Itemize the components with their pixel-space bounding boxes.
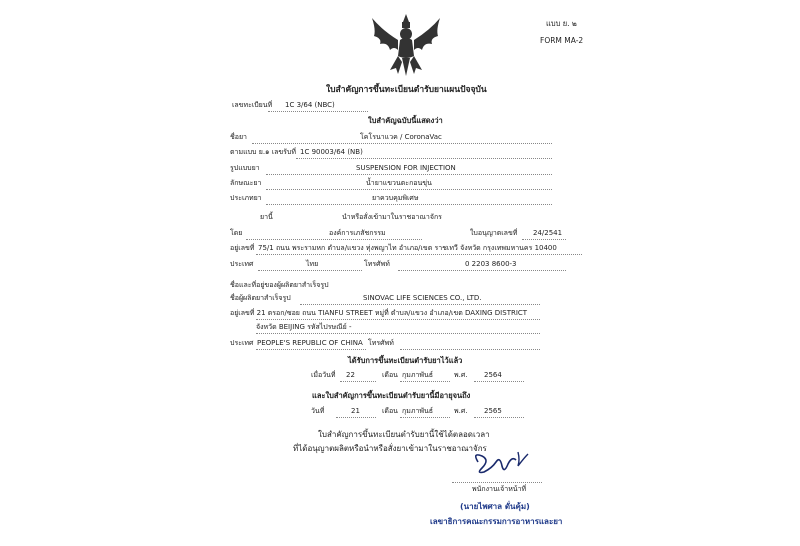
manufacturer-section-label: ชื่อและที่อยู่ของผู้ผลิตยาสำเร็จรูป (230, 281, 329, 289)
registered-year-label: พ.ศ. (454, 371, 468, 379)
condition-line-1: ใบสำคัญการขึ้นทะเบียนตำรับยานี้ใช้ได้ตลอดเวลา (318, 430, 490, 439)
validity-year: 2565 (484, 407, 502, 415)
validity-date-label: วันที่ (311, 407, 325, 415)
validity-day: 21 (351, 407, 360, 415)
validity-heading: และใบสำคัญการขึ้นทะเบียนตำรับยานี้มีอายุจนถึง (312, 391, 471, 400)
import-intro-value: นำหรือสั่งเข้ามาในราชอาณาจักร (342, 213, 442, 221)
validity-month: กุมภาพันธ์ (402, 407, 434, 415)
manufacturer-province-underline (256, 333, 540, 334)
signature-line (452, 482, 542, 483)
importer-country-label: ประเทศ (230, 260, 254, 268)
registered-month: กุมภาพันธ์ (402, 371, 434, 379)
importer-address-label: อยู่เลขที่ (230, 244, 255, 252)
certificate-heading: ใบสำคัญฉบับนี้แสดงว่า (368, 116, 443, 125)
drug-type-value: ยาควบคุมพิเศษ (372, 194, 419, 202)
dosage-form-value: SUSPENSION FOR INJECTION (356, 164, 456, 172)
importer-name: องค์การเภสัชกรรม (329, 229, 386, 237)
registered-heading: ได้รับการขึ้นทะเบียนตำรับยาไว้แล้ว (348, 356, 463, 365)
registered-date-label: เมื่อวันที่ (311, 371, 336, 379)
manufacturer-country-label: ประเทศ (230, 339, 254, 347)
officer-label: พนักงานเจ้าหน้าที่ (472, 485, 527, 493)
manufacturer-address: อยู่เลขที่ 21 ตรอก/ซอย ถนน TIANFU STREET หมู่ที่ ตำบล/แขวง อำเภอ/เขต DAXING DISTRICT (230, 309, 528, 317)
document-title: ใบสำคัญการขึ้นทะเบียนตำรับยาแผนปัจจุบัน (326, 85, 487, 95)
manufacturer-province: จังหวัด BEIJING รหัสไปรษณีย์ - (256, 323, 352, 331)
appearance-underline (266, 189, 552, 190)
registered-month-underline (400, 381, 450, 382)
signatory-name: (นายไพศาล ดั่นคุ้ม) (460, 502, 530, 511)
drug-name-label: ชื่อยา (230, 133, 247, 141)
manufacturer-name-underline (300, 304, 540, 305)
manufacturer-phone-underline (400, 349, 540, 350)
registration-label: เลขทะเบียนที่ (232, 101, 273, 109)
importer-country-underline (258, 270, 362, 271)
signature-mark (468, 448, 538, 476)
license-underline (522, 239, 566, 240)
manufacturer-name-label: ชื่อผู้ผลิตยาสำเร็จรูป (230, 294, 291, 302)
registered-month-label: เดือน (382, 371, 398, 379)
validity-year-label: พ.ศ. (454, 407, 468, 415)
license-label: ใบอนุญาตเลขที่ (470, 229, 518, 237)
form-ref-value: 1C 90003/64 (NB) (300, 148, 363, 156)
importer-by-label: โดย (230, 229, 243, 237)
validity-month-label: เดือน (382, 407, 398, 415)
import-intro-label: ยานี้ (260, 213, 273, 221)
manufacturer-name: SINOVAC LIFE SCIENCES CO., LTD. (363, 294, 482, 302)
appearance-value: น้ำยาแขวนตะกอนขุ่น (366, 179, 432, 187)
dosage-form-label: รูปแบบยา (230, 164, 260, 172)
validity-year-underline (474, 417, 524, 418)
form-code-th: แบบ ย. ๒ (546, 19, 577, 28)
appearance-label: ลักษณะยา (230, 179, 262, 187)
importer-phone: 0 2203 8600-3 (465, 260, 517, 268)
manufacturer-phone-label: โทรศัพท์ (368, 339, 394, 347)
importer-country: ไทย (306, 260, 319, 268)
drug-type-label: ประเภทยา (230, 194, 262, 202)
drug-type-underline (266, 204, 552, 205)
form-code-en: FORM MA-2 (540, 36, 584, 45)
registered-year-underline (474, 381, 524, 382)
registered-day-underline (340, 381, 376, 382)
manufacturer-country: PEOPLE'S REPUBLIC OF CHINA (257, 339, 363, 347)
registration-underline (268, 111, 368, 112)
importer-phone-label: โทรศัพท์ (364, 260, 390, 268)
form-ref-underline (296, 158, 552, 159)
drug-name-underline (252, 143, 552, 144)
importer-name-underline (246, 239, 422, 240)
importer-address-underline (256, 254, 582, 255)
importer-phone-underline (398, 270, 566, 271)
manufacturer-country-underline (256, 349, 366, 350)
condition-line-2: ที่ได้อนุญาตผลิตหรือนำหรือสั่งยาเข้ามาในราชอาณาจักร (293, 444, 487, 453)
garuda-emblem-icon (368, 10, 444, 80)
registration-number: 1C 3/64 (NBC) (285, 101, 335, 109)
dosage-form-underline (266, 174, 552, 175)
drug-name-value: โคโรนาแวค / CoronaVac (360, 133, 442, 141)
validity-month-underline (400, 417, 450, 418)
license-number: 24/2541 (533, 229, 563, 237)
importer-address: 75/1 ถนน พระรามหก ตำบล/แขวง ทุ่งพญาไท อำเภอ/เขต ราชเทวี จังหวัด กรุงเทพมหานคร 10400 (258, 244, 557, 252)
form-ref-label: ตามแบบ ย.๑ เลขรับที่ (230, 148, 296, 156)
validity-day-underline (336, 417, 376, 418)
registered-day: 22 (346, 371, 355, 379)
manufacturer-address-underline (256, 319, 540, 320)
registered-year: 2564 (484, 371, 502, 379)
signatory-position: เลขาธิการคณะกรรมการอาหารและยา (430, 517, 563, 526)
